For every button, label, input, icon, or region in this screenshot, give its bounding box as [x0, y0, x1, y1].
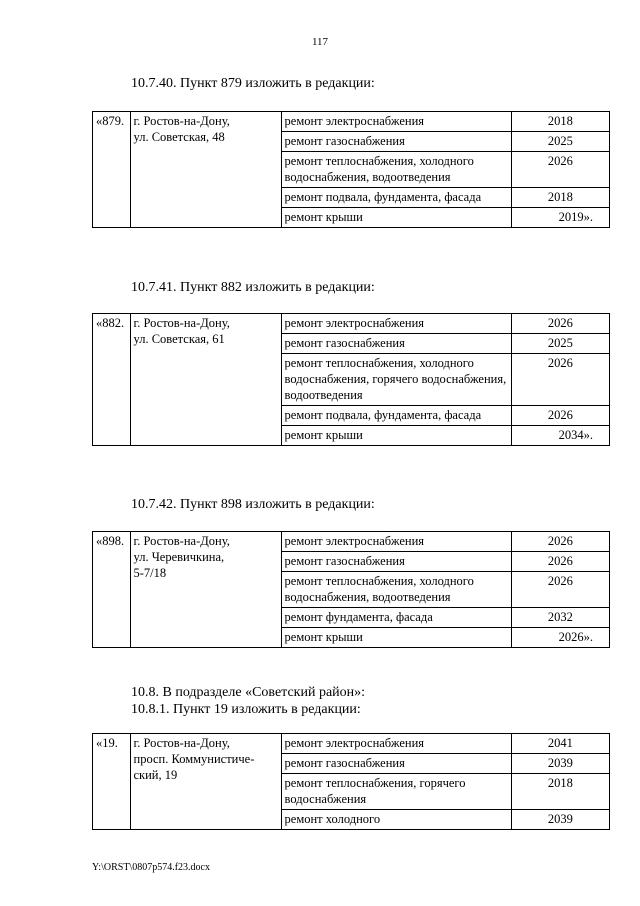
section-heading: 10.7.40. Пункт 879 изложить в редакции: — [131, 76, 375, 91]
work-year: 2026 — [511, 406, 609, 426]
work-name: ремонт газоснабжения — [281, 754, 511, 774]
work-name: ремонт холодного — [281, 810, 511, 830]
work-name: ремонт электроснабжения — [281, 112, 511, 132]
work-year: 2026 — [511, 572, 609, 608]
work-year: 2025 — [511, 132, 609, 152]
address-cell: г. Ростов-на-Дону, ул. Советская, 61 — [130, 314, 281, 446]
work-name: ремонт электроснабжения — [281, 532, 511, 552]
table-row — [93, 734, 610, 754]
section-heading: 10.7.41. Пункт 882 изложить в редакции: — [131, 280, 375, 295]
work-name: ремонт крыши — [281, 208, 511, 228]
work-name: ремонт теплоснабжения, холодного водоснабжения, водоотведения — [281, 152, 511, 188]
work-year: 2018 — [511, 774, 609, 810]
address-cell: г. Ростов-на-Дону, просп. Коммунистиче- ский, 19 — [130, 734, 281, 830]
row-number: «898. — [93, 532, 131, 648]
table-19 — [92, 733, 610, 830]
work-year: 2026». — [511, 628, 609, 648]
footer-file-path: Y:\ORST\0807p574.f23.docx — [92, 862, 210, 873]
row-number: «879. — [93, 112, 131, 228]
work-year: 2018 — [511, 112, 609, 132]
table-882 — [92, 313, 610, 446]
work-year: 2026 — [511, 552, 609, 572]
page-number: 117 — [311, 36, 329, 48]
row-number: «882. — [93, 314, 131, 446]
work-name: ремонт крыши — [281, 628, 511, 648]
table-898 — [92, 531, 610, 648]
work-name: ремонт газоснабжения — [281, 132, 511, 152]
section-heading: 10.8. В подразделе «Советский район»: — [131, 685, 366, 700]
work-name: ремонт теплоснабжения, горячего водоснабжения — [281, 774, 511, 810]
work-name: ремонт подвала, фундамента, фасада — [281, 406, 511, 426]
work-name: ремонт фундамента, фасада — [281, 608, 511, 628]
work-name: ремонт электроснабжения — [281, 314, 511, 334]
work-year: 2041 — [511, 734, 609, 754]
table-row — [93, 532, 610, 552]
table-879 — [92, 111, 610, 228]
address-cell: г. Ростов-на-Дону, ул. Черевичкина, 5-7/18 — [130, 532, 281, 648]
work-name: ремонт теплоснабжения, холодного водоснабжения, водоотведения — [281, 572, 511, 608]
row-number: «19. — [93, 734, 131, 830]
table-row — [93, 314, 610, 334]
work-year: 2026 — [511, 314, 609, 334]
section-heading: 10.7.42. Пункт 898 изложить в редакции: — [131, 497, 375, 512]
work-year: 2026 — [511, 532, 609, 552]
work-year: 2032 — [511, 608, 609, 628]
work-year: 2019». — [511, 208, 609, 228]
work-name: ремонт электроснабжения — [281, 734, 511, 754]
work-name: ремонт подвала, фундамента, фасада — [281, 188, 511, 208]
address-cell: г. Ростов-на-Дону, ул. Советская, 48 — [130, 112, 281, 228]
work-year: 2026 — [511, 152, 609, 188]
work-year: 2025 — [511, 334, 609, 354]
work-year: 2039 — [511, 810, 609, 830]
work-name: ремонт газоснабжения — [281, 552, 511, 572]
work-name: ремонт газоснабжения — [281, 334, 511, 354]
work-year: 2034». — [511, 426, 609, 446]
table-row — [93, 112, 610, 132]
work-year: 2039 — [511, 754, 609, 774]
work-name: ремонт крыши — [281, 426, 511, 446]
work-year: 2018 — [511, 188, 609, 208]
work-name: ремонт теплоснабжения, холодного водоснабжения, горячего водоснабжения, водоотведения — [281, 354, 511, 406]
section-heading: 10.8.1. Пункт 19 изложить в редакции: — [131, 702, 361, 717]
work-year: 2026 — [511, 354, 609, 406]
